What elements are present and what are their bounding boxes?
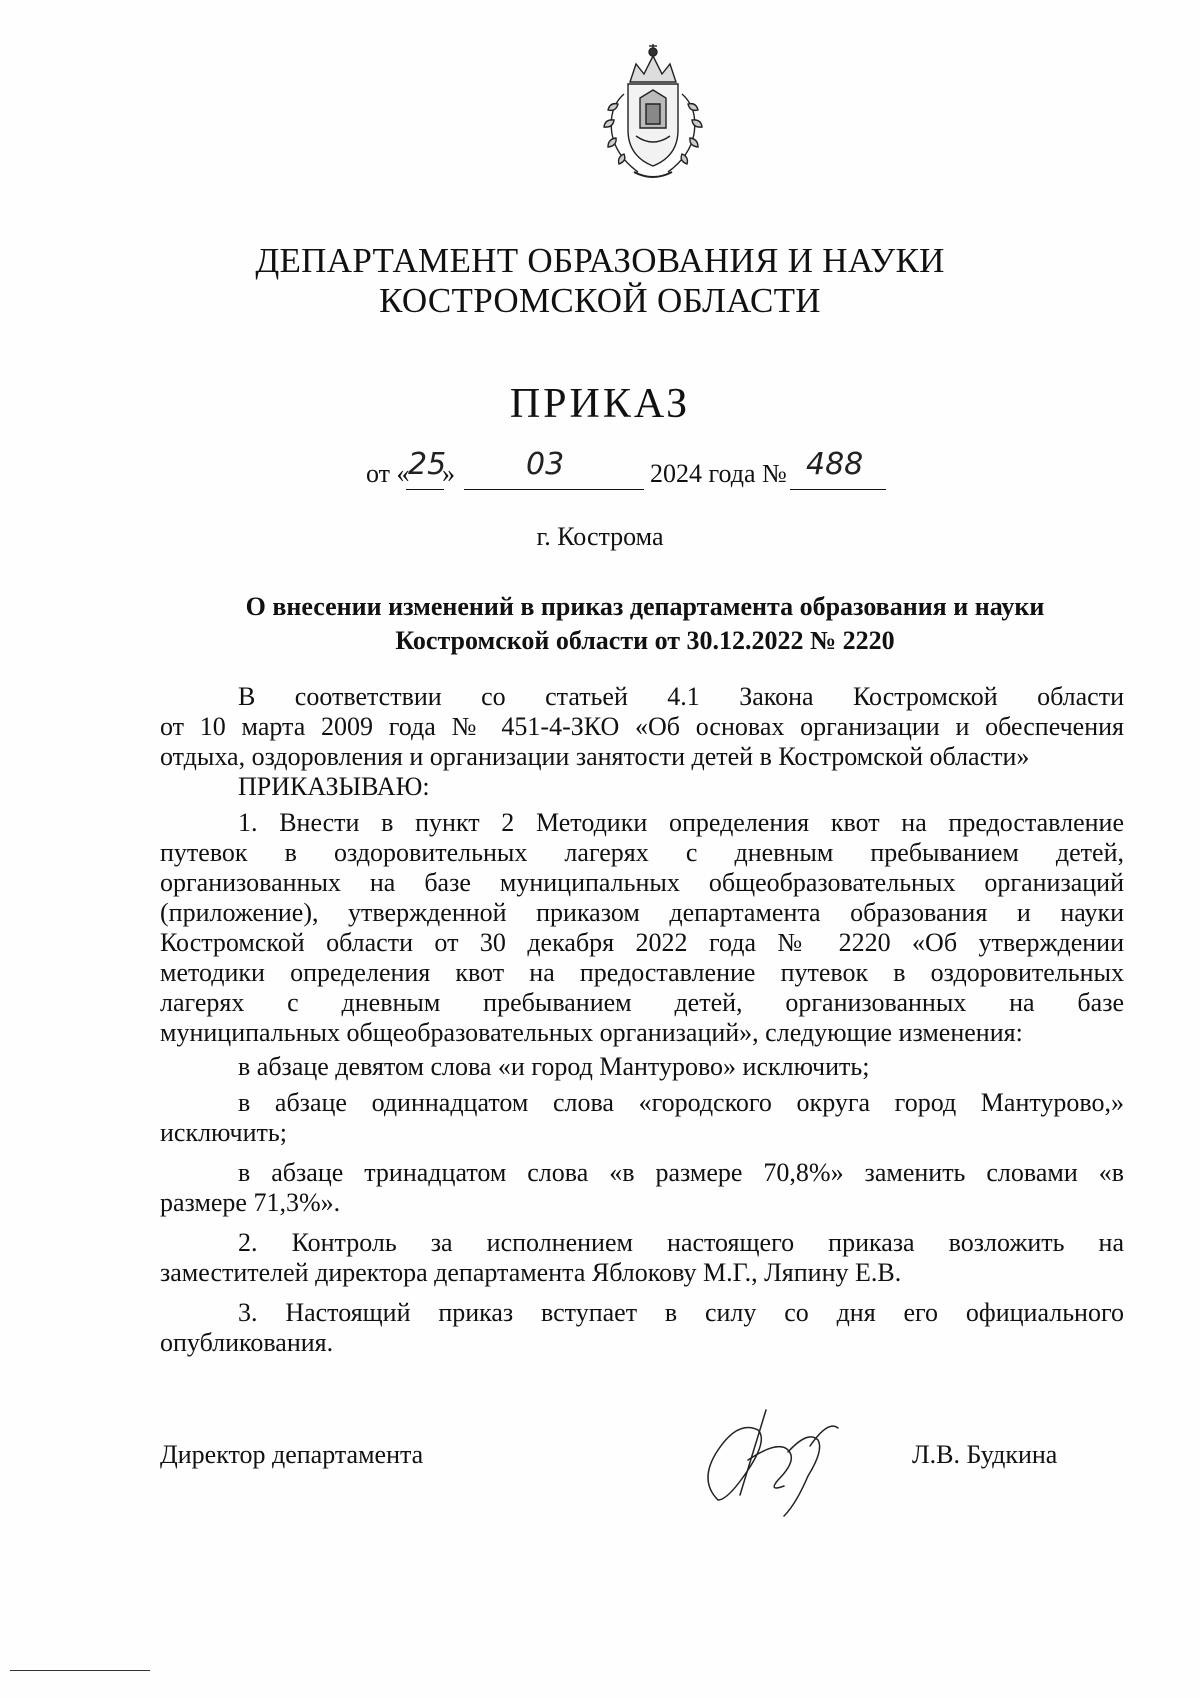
body-line: Костромской области от 30 декабря 2022 года № 2220 «Об утверждении <box>160 928 1124 957</box>
date-month-handwritten: 03 <box>526 447 565 482</box>
date-prefix: от « <box>366 459 410 488</box>
body-line: 2. Контроль за исполнением настоящего приказа возложить на <box>238 1228 1124 1257</box>
body-line: опубликования. <box>160 1328 334 1357</box>
department-name-line-1: ДЕПАРТАМЕНТ ОБРАЗОВАНИЯ И НАУКИ <box>255 241 945 280</box>
body-line: в абзаце одиннадцатом слова «городского округа город Мантурово,» <box>238 1088 1124 1117</box>
body-line: отдыха, оздоровления и организации занятости детей в Костромской области» <box>160 742 1030 771</box>
number-underline <box>790 489 886 490</box>
month-underline <box>464 489 644 490</box>
city-name: г. Кострома <box>536 522 664 551</box>
body-line: в абзаце тринадцатом слова «в размере 70,8%» заменить словами «в <box>238 1158 1124 1187</box>
body-line: лагерях с дневным пребыванием детей, организованных на базе <box>160 988 1124 1017</box>
subject-line-2: Костромской области от 30.12.2022 № 2220 <box>395 626 895 655</box>
day-underline <box>406 489 444 490</box>
body-line: 1. Внести в пункт 2 Методики определения квот на предоставление <box>238 808 1124 837</box>
handwritten-signature <box>688 1400 858 1520</box>
footer-divider <box>10 1670 150 1671</box>
date-day-handwritten: 25 <box>408 447 447 482</box>
signer-position: Директор департамента <box>160 1440 424 1469</box>
subject-line-1: О внесении изменений в приказ департамента образования и науки <box>245 592 1045 621</box>
date-day-close: » <box>442 459 455 488</box>
body-line: от 10 марта 2009 года № 451-4-ЗКО «Об основах организации и обеспечения <box>160 712 1124 741</box>
body-line: размере 71,3%». <box>160 1188 341 1217</box>
department-name-line-2: КОСТРОМСКОЙ ОБЛАСТИ <box>379 281 821 320</box>
body-line: методики определения квот на предоставление путевок в оздоровительных <box>160 958 1124 987</box>
year-and-number-label: 2024 года № <box>650 459 787 488</box>
body-line: организованных на базе муниципальных общеобразовательных организаций <box>160 868 1124 897</box>
order-date-number-line <box>366 447 966 495</box>
body-line: исключить; <box>160 1118 287 1147</box>
signer-name: Л.В. Будкина <box>912 1440 1058 1469</box>
document-title: ПРИКАЗ <box>509 381 691 427</box>
body-line: 3. Настоящий приказ вступает в силу со дня его официального <box>238 1298 1124 1327</box>
body-line: в абзаце девятом слова «и город Мантурово» исключить; <box>238 1052 870 1081</box>
body-line: заместителей директора департамента Яблокову М.Г., Ляпину Е.В. <box>160 1258 902 1287</box>
body-line: В соответствии со статьей 4.1 Закона Костромской области <box>238 682 1124 711</box>
order-number-handwritten: 488 <box>806 447 864 482</box>
body-line: муниципальных общеобразовательных организаций», следующие изменения: <box>160 1018 1023 1047</box>
body-line: (приложение), утвержденной приказом департамента образования и науки <box>160 898 1124 927</box>
coat-of-arms-emblem <box>578 38 728 188</box>
body-line: ПРИКАЗЫВАЮ: <box>238 772 430 801</box>
body-line: путевок в оздоровительных лагерях с дневным пребыванием детей, <box>160 838 1124 867</box>
